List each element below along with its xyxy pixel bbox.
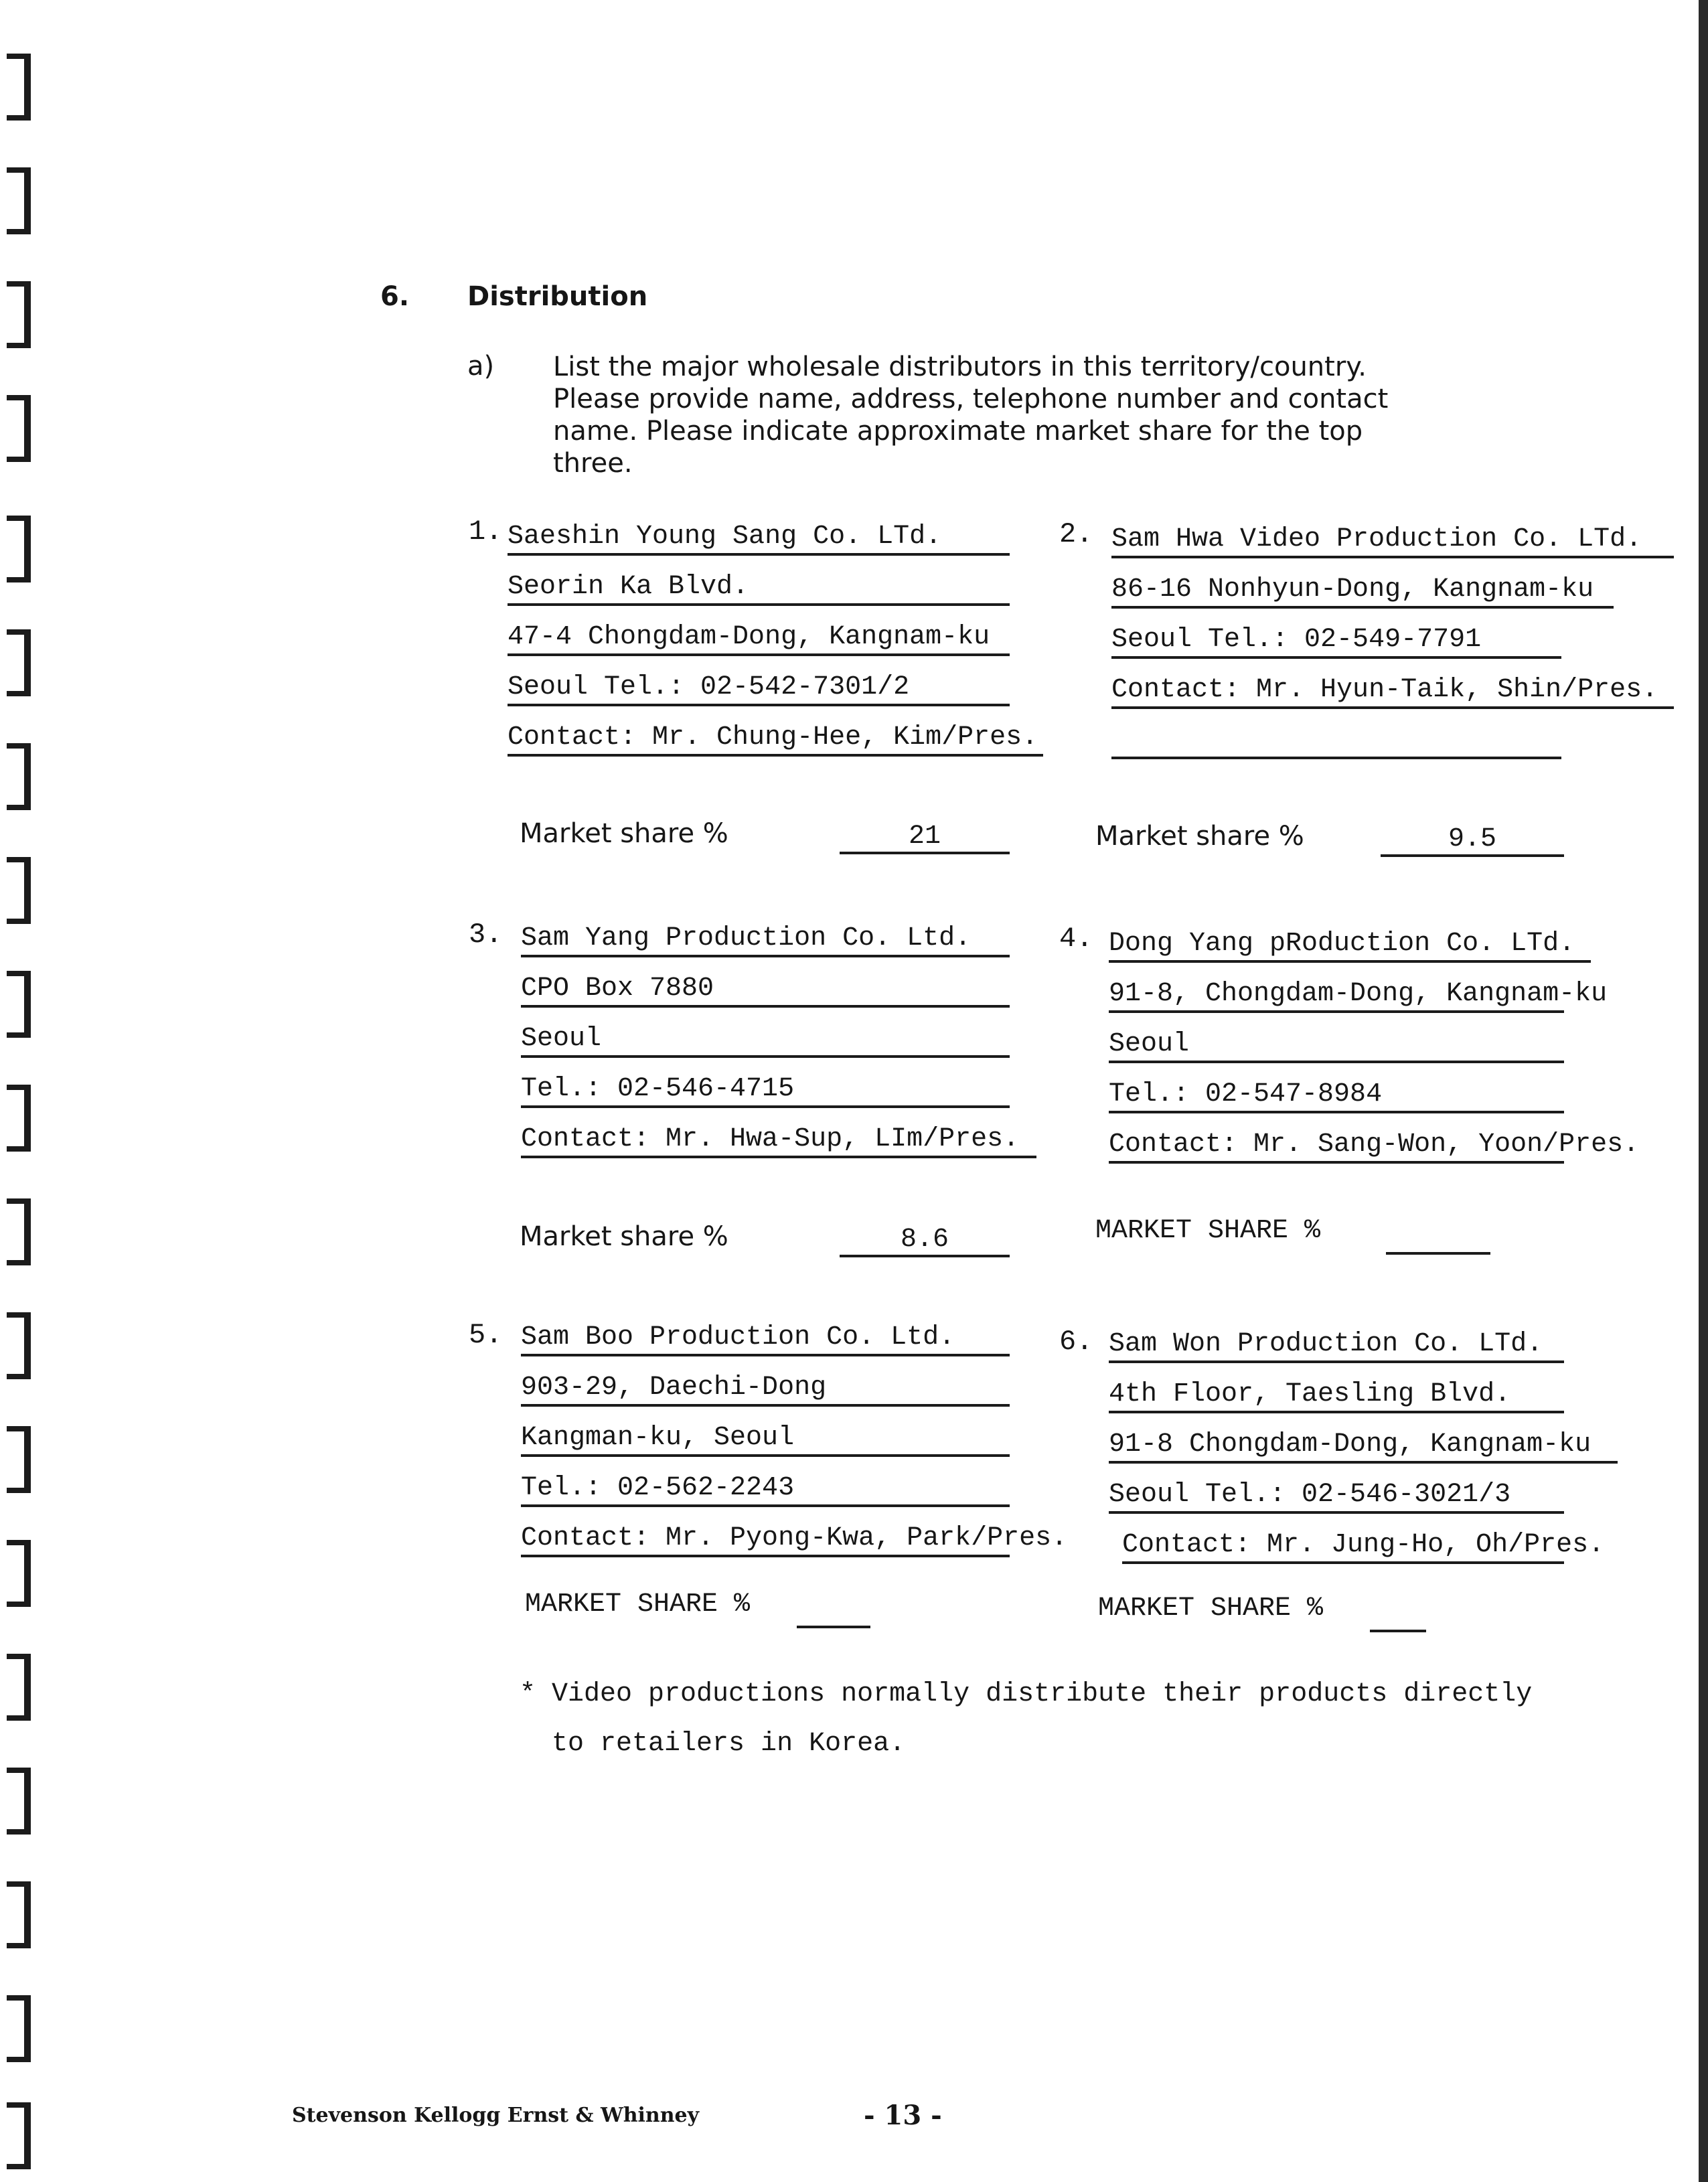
binder-bracket-icon [0,516,31,582]
instructions [553,351,1388,479]
address-line: CPO Box 7880 [521,970,1010,1008]
page-edge-shadow [1699,0,1708,2182]
address-line: Kangman-ku, Seoul [521,1419,1010,1457]
distributor-name-line: Sam Hwa Video Production Co. LTd. [1111,521,1674,558]
contact-line: Contact: Mr. Jung-Ho, Oh/Pres. [1122,1527,1564,1564]
binder-bracket-icon [0,1198,31,1265]
phone-line: Tel.: 02-547-8984 [1109,1076,1564,1113]
market-share-label: Market share % [520,1221,728,1252]
binder-bracket-icon [0,167,31,234]
contact-line: Contact: Mr. Hwa-Sup, LIm/Pres. [521,1121,1036,1158]
market-share-label: MARKET SHARE % [1098,1593,1324,1624]
footnote-line: * Video productions normally distribute their products directly [520,1679,1533,1709]
instruction-line: List the major wholesale distributors in this territory/country. [553,352,1367,382]
binder-bracket-icon [0,54,31,121]
distributor-name-line: Dong Yang pRoduction Co. LTd. [1109,925,1591,963]
binder-bracket-icon [0,1995,31,2062]
binder-bracket-icon [0,1085,31,1152]
address-line: 903-29, Daechi-Dong [521,1369,1010,1407]
phone-line: Seoul Tel.: 02-542-7301/2 [508,669,1010,706]
market-share-value: 21 [840,820,1010,854]
market-share-label: MARKET SHARE % [1095,1216,1321,1246]
entry-number: 4. [1059,923,1093,955]
distributor-name-line: Sam Boo Production Co. Ltd. [521,1319,1010,1356]
footnote-line: to retailers in Korea. [520,1729,906,1759]
binder-bracket-icon [0,1654,31,1721]
address-line: Seorin Ka Blvd. [508,568,1010,606]
distributor-name-line: Sam Yang Production Co. Ltd. [521,920,1010,957]
section-number: 6. [380,281,410,312]
address-line: 91-8, Chongdam-Dong, Kangnam-ku [1109,976,1564,1013]
binder-bracket-icon [0,1881,31,1948]
contact-line: Contact: Mr. Hyun-Taik, Shin/Pres. [1111,672,1674,709]
binder-bracket-icon [0,2102,31,2169]
binder-bracket-icon [0,857,31,924]
binder-bracket-icon [0,1768,31,1835]
entry-number: 3. [469,919,503,951]
entry-number: 2. [1059,518,1093,550]
instruction-line: Please provide name, address, telephone number and contact [553,384,1389,414]
address-line: 47-4 Chongdam-Dong, Kangnam-ku [508,619,1010,656]
binder-bracket-icon [0,971,31,1038]
footer-firm-name: Stevenson Kellogg Ernst & Whinney [292,2104,700,2127]
contact-line: Contact: Mr. Sang-Won, Yoon/Pres. [1109,1126,1564,1164]
item-letter: a) [467,351,495,382]
binder-bracket-icon [0,743,31,810]
address-line: Seoul [521,1020,1010,1058]
market-share-blank [1370,1597,1426,1632]
address-line: Seoul [1109,1026,1564,1063]
binder-bracket-icon [0,395,31,462]
distributor-name-line: Sam Won Production Co. LTd. [1109,1326,1564,1363]
entry-number: 6. [1059,1326,1093,1358]
contact-line: Contact: Mr. Chung-Hee, Kim/Pres. [508,719,1043,757]
market-share-label: Market share % [1095,821,1304,852]
binder-bracket-icon [0,1312,31,1379]
distributor-name-line: Saeshin Young Sang Co. LTd. [508,518,1010,556]
market-share-blank [797,1593,870,1628]
phone-line: Tel.: 02-546-4715 [521,1071,1010,1108]
footnote [520,1670,1532,1769]
binder-bracket-icon [0,1426,31,1493]
market-share-value: 8.6 [840,1223,1010,1257]
phone-line: Seoul Tel.: 02-549-7791 [1111,621,1561,659]
entry-number: 5. [469,1319,503,1351]
instruction-line: three. [553,448,633,479]
binder-bracket-icon [0,1540,31,1607]
market-share-label: MARKET SHARE % [525,1589,751,1620]
binder-bracket-icon [0,281,31,348]
market-share-label: Market share % [520,818,728,849]
contact-line: Contact: Mr. Pyong-Kwa, Park/Pres. [521,1520,1010,1557]
address-line: 91-8 Chongdam-Dong, Kangnam-ku [1109,1426,1618,1464]
binder-bracket-icon [0,629,31,696]
address-line: 4th Floor, Taesling Blvd. [1109,1376,1564,1413]
phone-line: Tel.: 02-562-2243 [521,1470,1010,1507]
blank-line [1111,722,1561,759]
market-share-value: 9.5 [1381,822,1564,857]
page-number: - 13 - [864,2100,942,2131]
address-line: 86-16 Nonhyun-Dong, Kangnam-ku [1111,571,1614,609]
market-share-blank [1386,1220,1490,1255]
instruction-line: name. Please indicate approximate market share for the top [553,416,1363,447]
entry-number: 1. [469,516,503,548]
section-title: Distribution [467,281,648,312]
phone-line: Seoul Tel.: 02-546-3021/3 [1109,1476,1564,1514]
